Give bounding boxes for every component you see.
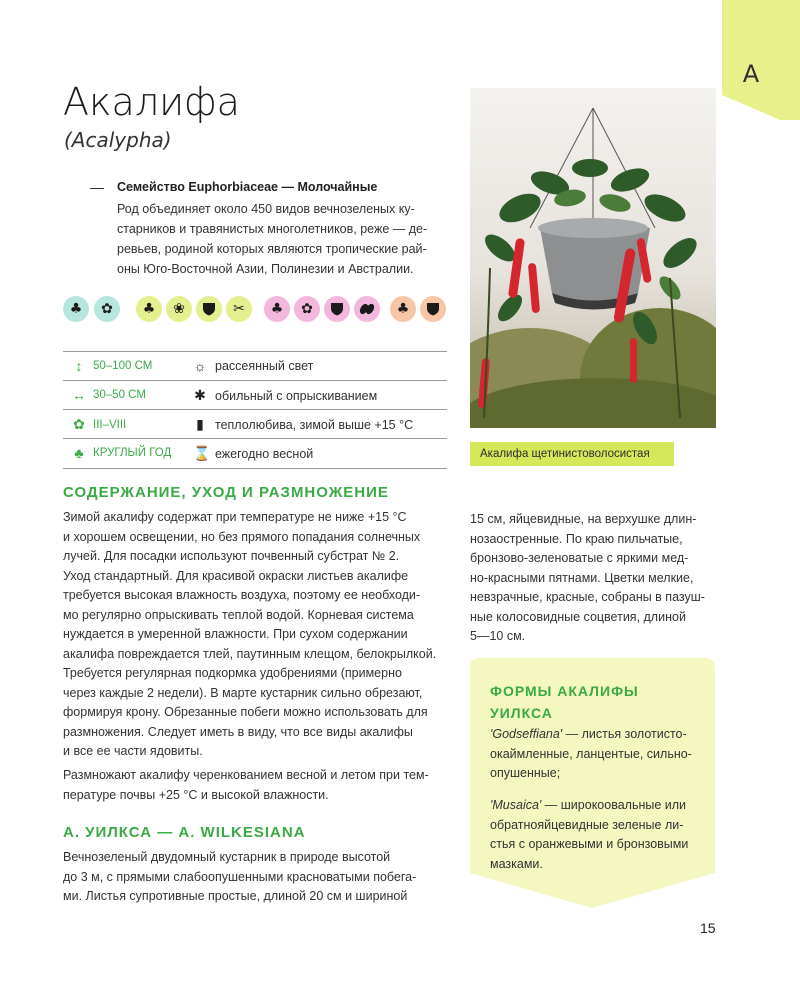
param-width: 30–50 СМ [93,389,146,401]
hourglass-icon: ⌛ [193,445,211,461]
care-paragraph-2: Требуется регулярная подкормка удобрениями (примерно через каждые 2 недели). В марте кустарник сильно обрезают, формируя крону. Обрезанные побеги можно использовать для размножения. Следует иметь в виду, что все виды акалифы и все ее части ядовиты. [63,666,428,758]
param-watering: обильный с опрыскиванием [215,388,378,403]
page-number: 15 [700,920,716,936]
flower-icon: ✿ [73,416,85,432]
description-line: оны Юго-Восточной Азии, Полинезии и Австралии. [117,262,414,276]
family-name: Семейство Euphorbiaceae — Молочайные [117,180,378,194]
clover-icon: ♣ [264,296,290,322]
param-decorative: КРУГЛЫЙ ГОД [93,447,172,459]
chapter-letter: А [742,60,760,88]
sun-icon: ☼ [193,358,207,374]
clover-icon: ♣ [136,296,162,322]
flower-icon: ✿ [94,296,120,322]
description-line: Род объединяет около 450 видов вечнозеленых ку- [117,202,415,216]
form-godseffiana: 'Godseffiana' — листья золотисто- окаймленные, ланцентые, сильно- опушенные; [490,727,692,780]
shield-icon [420,296,446,322]
scissors-icon: ✂ [226,296,252,322]
description-line: ревьев, родиной которых являются тропические рай- [117,242,427,256]
form-musaica: 'Musaica' — широкоовальные или обратнояйцевидные зеленые ли- стья с оранжевыми и бронзовыми мазками. [490,798,689,871]
family-rule [90,188,104,189]
form-name: 'Godseffiana' [490,727,563,741]
thermometer-icon: ▮ [196,416,204,432]
photo-caption: Акалифа щетинистоволосистая [470,442,674,466]
genus-description [117,199,448,279]
clover-icon: ♣ [390,296,416,322]
height-arrow-icon: ↕ [75,358,83,374]
param-row [63,380,447,410]
clover-icon: ♣ [63,296,89,322]
param-repot: ежегодно весной [215,446,314,461]
section-heading-species: А. УИЛКСА — А. WILKESIANA [63,824,306,841]
shield-icon [196,296,222,322]
drop-icon: ✱ [194,387,206,403]
param-height: 50–100 СМ [93,360,153,372]
form-name: 'Musaica' [490,798,542,812]
shield-icon [324,296,350,322]
species-paragraph: Вечнозеленый двудомный кустарник в природе высотой до 3 м, с прямыми слабоопушенными красноватыми побега- ми. Листья супротивные простые, длиной 20 см и шириной [63,850,417,903]
flower-icon: ✿ [294,296,320,322]
care-paragraph-3: Размножают акалифу черенкованием весной и летом при тем- пературе почвы +25 °С и высокой влажности. [63,768,429,802]
care-paragraph-1: Зимой акалифу содержат при температуре не ниже +15 °С и хорошем освещении, но без прямого попадания солнечных лучей. Для посадки используют почвенный субстрат № 2. Уход стандартный. Для красивой окраски листьев акалифе требуется высокая влажность воздуха, поэтому ее необходи- мо регулярно опрыскивать теплой водой. Корневая система нуждается в умеренной влажности. При сухом содержании акалифа повреждается тлей, паутинным клещом, белокрылкой. [63,510,437,661]
param-light: рассеянный свет [215,359,314,373]
param-bloom: III–VIII [93,418,127,431]
description-line: старников и травянистых многолетников, реже — де- [117,222,428,236]
plant-photo [470,88,716,428]
rose-icon: ❀ [166,296,192,322]
leaves-icon [354,296,380,322]
species-paragraph-continued: 15 см, яйцевидные, на верхушке длин- нозаостренные. По краю пильчатые, бронзово-зеленоватые с яркими мед- но-красными пятнами. Цветки мелкие, невзрачные, красные, собраны в пазуш- ные колосовидные соцветия, длиной 5—10 см. [470,512,705,643]
forms-box-title: ФОРМЫ АКАЛИФЫ УИЛКСА [490,683,639,721]
param-row [63,409,447,439]
chapter-letter-tab [722,0,800,120]
clover-icon: ♣ [74,445,84,461]
param-row [63,438,447,469]
param-temperature: теплолюбива, зимой выше +15 °С [215,417,414,432]
section-heading-care: СОДЕРЖАНИЕ, УХОД И РАЗМНОЖЕНИЕ [63,484,389,501]
width-arrow-icon: ↔ [72,387,86,403]
param-row [63,351,447,381]
latin-name: (Acalypha) [64,128,172,152]
page-title: Акалифа [63,80,240,124]
